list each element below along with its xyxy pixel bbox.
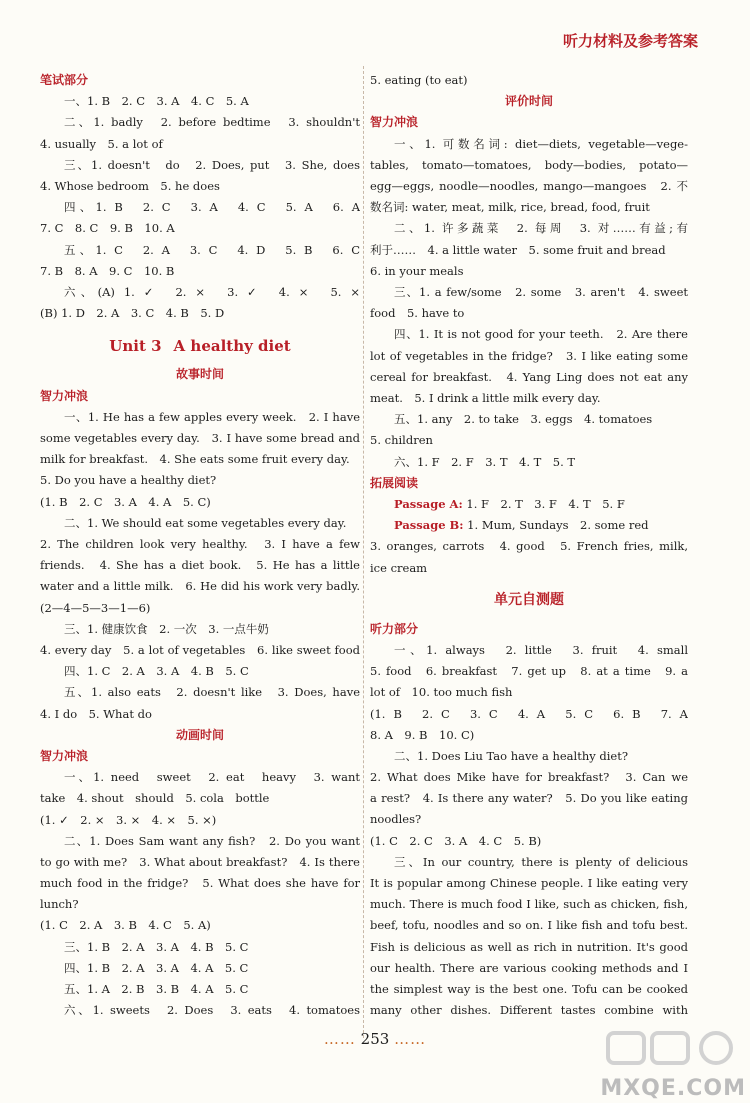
section-label: 听力部分	[370, 621, 419, 636]
passage-answers: 1. F 2. T 3. F 4. T 5. F	[462, 496, 625, 511]
answer-line: 五、1. A 2. B 3. B 4. A 5. C	[64, 982, 249, 997]
answer-line: to go with me? 3. What about breakfast? 4. Is there	[40, 854, 360, 869]
subsection-heading: 评价时间	[504, 94, 553, 109]
answer-line: 二、1. Does Liu Tao have a healthy diet?	[394, 748, 629, 763]
answer-line: 六、(A) 1. ✓ 2. × 3. ✓ 4. × 5. ×	[64, 284, 360, 299]
answer-line: 数名词: water, meat, milk, rice, bread, food, fruit	[370, 200, 650, 215]
answer-line: 4. Whose bedroom 5. he does	[40, 178, 220, 193]
answer-line: 二、1. 许多蔬菜 2. 每周 3. 对……有益;有	[394, 221, 688, 236]
answer-line: 一、1. He has a few apples every week. 2. I have	[64, 409, 360, 424]
left-column	[40, 70, 360, 1021]
answer-line: lot of vegetables in the fridge? 3. I like eating some	[370, 348, 688, 363]
passage-answer-line	[370, 515, 688, 536]
answer-line: noodles?	[370, 812, 422, 827]
answer-line: 六、1. sweets 2. Does 3. eats 4. tomatoes	[64, 1003, 360, 1018]
answer-line: ice cream	[370, 560, 428, 575]
answer-line: 二、1. badly 2. before bedtime 3. shouldn't	[64, 115, 360, 130]
answer-line: water and a little milk. 6. He did his work very badly.	[40, 579, 360, 594]
answer-line: (2—4—5—3—1—6)	[40, 600, 151, 615]
answer-line: 5. eating (to eat)	[370, 73, 468, 87]
subsection-heading: 动画时间	[175, 727, 224, 742]
answer-line: our health. There are various cooking methods and I	[370, 960, 688, 975]
footer-dots-right: ……	[394, 1030, 427, 1048]
answer-line: 4. I do 5. What do	[40, 706, 152, 721]
answer-line: 四、1. It is not good for your teeth. 2. Are there	[394, 327, 688, 342]
answer-line: egg—eggs, noodle—noodles, mango—mangoes 2. 不	[370, 178, 688, 193]
answer-line: 四、1. C 2. A 3. A 4. B 5. C	[64, 664, 249, 679]
unit-test-heading: 单元自测题	[494, 591, 564, 608]
answer-line: 一、1. B 2. C 3. A 4. C 5. A	[64, 94, 249, 109]
passage-label: Passage A:	[394, 496, 463, 511]
answer-line: 一、1. 可数名词: diet—diets, vegetable—vege-	[394, 136, 688, 151]
answer-line: some vegetables every day. 3. I have some bread and	[40, 430, 360, 445]
page-header-title: 听力材料及参考答案	[562, 32, 698, 50]
subsection-heading: 故事时间	[175, 367, 224, 382]
answer-line: much food in the fridge? 5. What does she have for	[40, 876, 360, 891]
answer-line: milk for breakfast. 4. She eats some fruit every day.	[40, 452, 350, 467]
answer-line: 5. children	[370, 433, 433, 448]
unit-number: Unit 3	[109, 337, 162, 356]
answer-line: beef, tofu, noodles and so on. I like fish and tofu best.	[370, 918, 688, 933]
unit-heading	[40, 330, 360, 362]
section-label: 拓展阅读	[370, 475, 419, 490]
answer-line: 五、1. also eats 2. doesn't like 3. Does, have	[64, 685, 360, 700]
answer-line: 三、1. B 2. A 3. A 4. B 5. C	[64, 939, 249, 954]
answer-line: cereal for breakfast. 4. Yang Ling does not eat any	[370, 369, 688, 384]
answer-line: 一、1. need sweet 2. eat heavy 3. want	[64, 770, 360, 785]
answer-line: 4. every day 5. a lot of vegetables 6. like sweet food	[40, 642, 360, 657]
answer-line: 3. oranges, carrots 4. good 5. French fries, milk,	[370, 539, 688, 554]
answer-line: lot of 10. too much fish	[370, 685, 513, 700]
answer-line: 三、1. 健康饮食 2. 一次 3. 一点牛奶	[64, 621, 269, 636]
answer-line: lunch?	[40, 897, 79, 912]
answer-line: (1. C 2. A 3. B 4. C 5. A)	[40, 918, 211, 933]
answer-line: 二、1. We should eat some vegetables every day.	[64, 515, 347, 530]
passage-label: Passage B:	[394, 518, 464, 533]
answer-line: 利于…… 4. a little water 5. some fruit and bread	[370, 242, 666, 257]
right-column	[370, 70, 688, 1021]
answer-line: (1. C 2. C 3. A 4. C 5. B)	[370, 833, 542, 848]
answer-line: 五、1. C 2. A 3. C 4. D 5. B 6. C	[64, 242, 360, 257]
answer-line: 六、1. F 2. F 3. T 4. T 5. T	[394, 454, 576, 469]
page-number: 253	[360, 1030, 390, 1048]
answer-line: 四、1. B 2. C 3. A 4. C 5. A 6. A	[64, 200, 360, 215]
footer-dots-left: ……	[323, 1030, 356, 1048]
passage-answers: 1. Mum, Sundays 2. some red	[463, 518, 649, 533]
answer-line: many other dishes. Different tastes combine with	[370, 1003, 688, 1018]
answer-line: 7. B 8. A 9. C 10. B	[40, 263, 175, 278]
answer-line: 4. usually 5. a lot of	[40, 136, 163, 151]
answer-line: 一、1. always 2. little 3. fruit 4. small	[394, 642, 688, 657]
answer-line: 二、1. Does Sam want any fish? 2. Do you want	[64, 833, 360, 848]
section-label: 笔试部分	[40, 73, 89, 87]
column-divider	[363, 66, 364, 1038]
answer-line: It is popular among Chinese people. I like eating very	[370, 876, 688, 891]
section-label: 智力冲浪	[40, 748, 89, 763]
answer-line: 三、1. a few/some 2. some 3. aren't 4. sweet	[394, 284, 688, 299]
answer-line: meat. 5. I drink a little milk every day.	[370, 390, 601, 405]
answer-line: 8. A 9. B 10. C)	[370, 727, 475, 742]
answer-line: (1. B 2. C 3. A 4. A 5. C)	[40, 494, 211, 509]
answer-line: 6. in your meals	[370, 263, 464, 278]
answer-line: much. There is much food I like, such as chicken, fish,	[370, 897, 688, 912]
watermark-text: MXQE.COM	[600, 1076, 746, 1101]
answer-line: 五、1. any 2. to take 3. eggs 4. tomatoes	[394, 412, 653, 427]
section-label: 智力冲浪	[40, 388, 89, 403]
answer-line: Fish is delicious as well as rich in nutrition. It's good	[370, 939, 688, 954]
section-label: 智力冲浪	[370, 115, 419, 130]
unit-title: A healthy diet	[173, 337, 291, 356]
answer-line: 7. C 8. C 9. B 10. A	[40, 221, 175, 236]
answer-line: 2. What does Mike have for breakfast? 3. Can we	[370, 770, 688, 785]
answer-line: take 4. shout should 5. cola bottle	[40, 791, 270, 806]
answer-line: a rest? 4. Is there any water? 5. Do you like eating	[370, 791, 688, 806]
answer-line: 四、1. B 2. A 3. A 4. A 5. C	[64, 960, 249, 975]
answer-line: the simplest way is the best one. Tofu can be cooked	[370, 982, 688, 997]
passage-answer-line	[370, 494, 688, 515]
answer-line: food 5. have to	[370, 306, 465, 321]
answer-line: 2. The children look very healthy. 3. I have a few	[40, 536, 360, 551]
answer-line: (1. B 2. C 3. C 4. A 5. C 6. B 7. A	[370, 706, 688, 721]
answer-line: 三、In our country, there is plenty of delicious	[394, 854, 688, 869]
answer-line: (B) 1. D 2. A 3. C 4. B 5. D	[40, 306, 225, 321]
answer-line: 三、1. doesn't do 2. Does, put 3. She, does	[64, 157, 360, 172]
answer-line: tables, tomato—tomatoes, body—bodies, potato—	[370, 157, 688, 172]
answer-line: friends. 4. She has a diet book. 5. He has a little	[40, 558, 360, 573]
answer-line: 5. food 6. breakfast 7. get up 8. at a time 9. a	[370, 664, 688, 679]
answer-line: 5. Do you have a healthy diet?	[40, 473, 217, 488]
answer-line: (1. ✓ 2. × 3. × 4. × 5. ×)	[40, 812, 217, 827]
